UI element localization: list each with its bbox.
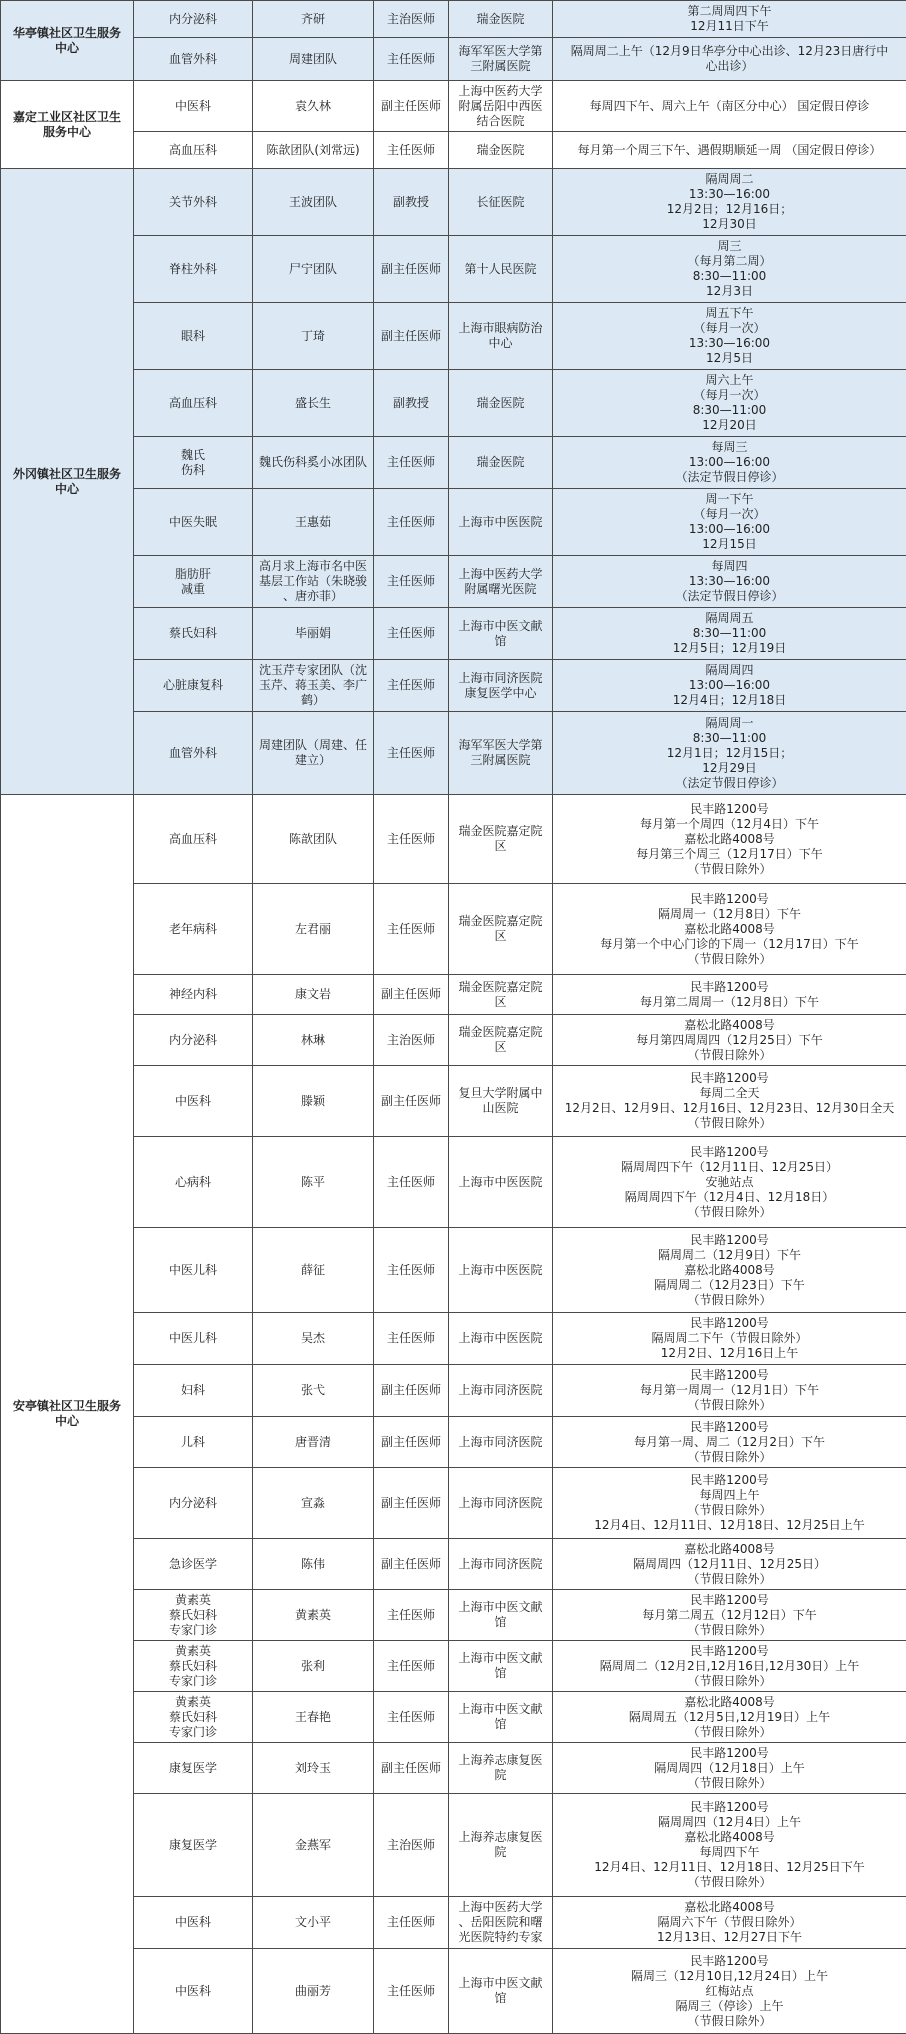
table-row — [1, 1, 906, 38]
department-cell: 脊柱外科 — [134, 236, 253, 303]
title-cell: 副教授 — [374, 169, 449, 236]
hospital-cell: 上海市中医医院 — [449, 489, 553, 556]
title-cell: 主任医师 — [374, 660, 449, 712]
doctor-cell: 金燕军 — [253, 1794, 374, 1897]
time-cell: 周三 （每月第二周） 8:30—11:00 12月3日 — [553, 236, 906, 303]
hospital-cell: 上海中医药大学 附属曙光医院 — [449, 556, 553, 608]
table-row — [1, 1228, 906, 1313]
time-cell: 民丰路1200号 每月第一个周四（12月4日）下午 嘉松北路4008号 每月第三个周三（12月17日）下午 （节假日除外） — [553, 795, 906, 884]
table-row — [1, 1417, 906, 1468]
department-cell: 内分泌科 — [134, 1015, 253, 1066]
table-row — [1, 370, 906, 437]
title-cell: 副主任医师 — [374, 1417, 449, 1468]
department-cell: 心病科 — [134, 1137, 253, 1228]
department-cell: 中医科 — [134, 1897, 253, 1949]
doctor-cell: 沈玉芹专家团队（沈 玉芹、蒋玉美、李广 鹤） — [253, 660, 374, 712]
doctor-cell: 盛长生 — [253, 370, 374, 437]
title-cell: 主任医师 — [374, 1692, 449, 1743]
table-row — [1, 1539, 906, 1590]
time-cell: 民丰路1200号 隔周三（12月10日,12月24日）上午 红梅站点 隔周三（停诊）上午 （节假日除外） — [553, 1949, 906, 2034]
table-row — [1, 1794, 906, 1897]
title-cell: 主任医师 — [374, 489, 449, 556]
time-cell: 每周四 13:30—16:00 （法定节假日停诊） — [553, 556, 906, 608]
hospital-cell: 上海市中医医院 — [449, 1313, 553, 1365]
time-cell: 隔周周一 8:30—11:00 12月1日；12月15日； 12月29日 （法定节假日停诊） — [553, 712, 906, 795]
doctor-cell: 陈平 — [253, 1137, 374, 1228]
schedule-body — [1, 1, 906, 2034]
doctor-cell: 周建团队 — [253, 38, 374, 81]
hospital-cell: 瑞金医院 — [449, 1, 553, 38]
hospital-cell: 上海市中医医院 — [449, 1228, 553, 1313]
title-cell: 主任医师 — [374, 1949, 449, 2034]
hospital-cell: 上海市中医文献 馆 — [449, 608, 553, 660]
time-cell: 嘉松北路4008号 隔周六下午（节假日除外） 12月13日、12月27日下午 — [553, 1897, 906, 1949]
hospital-cell: 瑞金医院 — [449, 132, 553, 169]
department-cell: 高血压科 — [134, 370, 253, 437]
table-row — [1, 1897, 906, 1949]
table-row — [1, 1313, 906, 1365]
table-row — [1, 975, 906, 1015]
department-cell: 心脏康复科 — [134, 660, 253, 712]
hospital-cell: 上海市中医文献 馆 — [449, 1590, 553, 1641]
department-cell: 康复医学 — [134, 1794, 253, 1897]
hospital-cell: 上海中医药大学 、岳阳医院和曙 光医院特约专家 — [449, 1897, 553, 1949]
doctor-cell: 曲丽芳 — [253, 1949, 374, 2034]
hospital-cell: 瑞金医院嘉定院 区 — [449, 1015, 553, 1066]
department-cell: 康复医学 — [134, 1743, 253, 1794]
table-row — [1, 1641, 906, 1692]
time-cell: 隔周周二上午（12月9日华亭分中心出诊、12月23日唐行中 心出诊） — [553, 38, 906, 81]
title-cell: 副主任医师 — [374, 81, 449, 132]
doctor-cell: 袁久林 — [253, 81, 374, 132]
title-cell: 主任医师 — [374, 437, 449, 489]
time-cell: 隔周周四 13:00—16:00 12月4日；12月18日 — [553, 660, 906, 712]
doctor-cell: 吴杰 — [253, 1313, 374, 1365]
doctor-cell: 陈歆团队(刘常远) — [253, 132, 374, 169]
table-row — [1, 1015, 906, 1066]
time-cell: 民丰路1200号 隔周周四（12月4日）上午 嘉松北路4008号 每周四下午 12月4日、12月11日、12月18日、12月25日下午 （节假日除外） — [553, 1794, 906, 1897]
doctor-cell: 康文岩 — [253, 975, 374, 1015]
department-cell: 内分泌科 — [134, 1, 253, 38]
table-row — [1, 1692, 906, 1743]
department-cell: 黄素英 蔡氏妇科 专家门诊 — [134, 1590, 253, 1641]
department-cell: 关节外科 — [134, 169, 253, 236]
table-row — [1, 1066, 906, 1137]
title-cell: 主任医师 — [374, 1137, 449, 1228]
hospital-cell: 上海市同济医院 — [449, 1365, 553, 1417]
title-cell: 副主任医师 — [374, 1539, 449, 1590]
title-cell: 主治医师 — [374, 1794, 449, 1897]
title-cell: 副主任医师 — [374, 1066, 449, 1137]
title-cell: 主任医师 — [374, 1897, 449, 1949]
time-cell: 嘉松北路4008号 隔周周四（12月11日、12月25日） （节假日除外） — [553, 1539, 906, 1590]
department-cell: 内分泌科 — [134, 1468, 253, 1539]
time-cell: 民丰路1200号 每月第二周周一（12月8日）下午 — [553, 975, 906, 1015]
doctor-cell: 王春艳 — [253, 1692, 374, 1743]
title-cell: 主治医师 — [374, 1, 449, 38]
doctor-cell: 滕颖 — [253, 1066, 374, 1137]
doctor-cell: 陈伟 — [253, 1539, 374, 1590]
hospital-cell: 瑞金医院嘉定院 区 — [449, 884, 553, 975]
hospital-cell: 瑞金医院 — [449, 370, 553, 437]
time-cell: 民丰路1200号 隔周周一（12月8日）下午 嘉松北路4008号 每月第一个中心门诊的下周一（12月17日）下午 （节假日除外） — [553, 884, 906, 975]
title-cell: 主任医师 — [374, 884, 449, 975]
doctor-cell: 王波团队 — [253, 169, 374, 236]
department-cell: 中医科 — [134, 1066, 253, 1137]
table-row — [1, 884, 906, 975]
title-cell: 主任医师 — [374, 795, 449, 884]
time-cell: 民丰路1200号 每周四上午 （节假日除外） 12月4日、12月11日、12月18日、12月25日上午 — [553, 1468, 906, 1539]
hospital-cell: 上海养志康复医 院 — [449, 1743, 553, 1794]
department-cell: 血管外科 — [134, 38, 253, 81]
hospital-cell: 海军军医大学第 三附属医院 — [449, 38, 553, 81]
time-cell: 隔周周二 13:30—16:00 12月2日；12月16日； 12月30日 — [553, 169, 906, 236]
hospital-cell: 第十人民医院 — [449, 236, 553, 303]
title-cell: 副主任医师 — [374, 975, 449, 1015]
doctor-cell: 刘玲玉 — [253, 1743, 374, 1794]
table-row — [1, 556, 906, 608]
hospital-cell: 上海市同济医院 — [449, 1417, 553, 1468]
doctor-cell: 唐晋清 — [253, 1417, 374, 1468]
department-cell: 血管外科 — [134, 712, 253, 795]
title-cell: 主任医师 — [374, 556, 449, 608]
title-cell: 副主任医师 — [374, 303, 449, 370]
department-cell: 中医科 — [134, 1949, 253, 2034]
table-row — [1, 303, 906, 370]
time-cell: 周一下午 （每月一次） 13:00—16:00 12月15日 — [553, 489, 906, 556]
title-cell: 副主任医师 — [374, 1365, 449, 1417]
title-cell: 副教授 — [374, 370, 449, 437]
department-cell: 中医儿科 — [134, 1228, 253, 1313]
hospital-cell: 上海市中医医院 — [449, 1137, 553, 1228]
table-row — [1, 169, 906, 236]
department-cell: 黄素英 蔡氏妇科 专家门诊 — [134, 1641, 253, 1692]
title-cell: 主任医师 — [374, 1590, 449, 1641]
time-cell: 民丰路1200号 隔周周二（12月2日,12月16日,12月30日）上午 （节假日除外） — [553, 1641, 906, 1692]
center-name-cell: 华亭镇社区卫生服务 中心 — [1, 1, 134, 81]
doctor-cell: 尸宁团队 — [253, 236, 374, 303]
center-name-cell: 嘉定工业区社区卫生 服务中心 — [1, 81, 134, 169]
table-row — [1, 1590, 906, 1641]
title-cell: 主任医师 — [374, 1228, 449, 1313]
hospital-cell: 上海市同济医院 康复医学中心 — [449, 660, 553, 712]
doctor-cell: 魏氏伤科奚小冰团队 — [253, 437, 374, 489]
department-cell: 蔡氏妇科 — [134, 608, 253, 660]
doctor-cell: 周建团队（周建、任 建立） — [253, 712, 374, 795]
time-cell: 民丰路1200号 隔周周二下午（节假日除外） 12月2日、12月16日上午 — [553, 1313, 906, 1365]
doctor-cell: 张利 — [253, 1641, 374, 1692]
department-cell: 老年病科 — [134, 884, 253, 975]
hospital-cell: 上海市中医文献 馆 — [449, 1692, 553, 1743]
hospital-cell: 瑞金医院 — [449, 437, 553, 489]
time-cell: 嘉松北路4008号 每月第四周周四（12月25日）下午 （节假日除外） — [553, 1015, 906, 1066]
time-cell: 民丰路1200号 隔周周二（12月9日）下午 嘉松北路4008号 隔周周二（12月23日）下午 （节假日除外） — [553, 1228, 906, 1313]
hospital-cell: 复旦大学附属中 山医院 — [449, 1066, 553, 1137]
department-cell: 神经内科 — [134, 975, 253, 1015]
doctor-cell: 王惠茹 — [253, 489, 374, 556]
department-cell: 魏氏 伤科 — [134, 437, 253, 489]
hospital-cell: 上海市眼病防治 中心 — [449, 303, 553, 370]
table-row — [1, 1468, 906, 1539]
doctor-cell: 薛征 — [253, 1228, 374, 1313]
time-cell: 每月第一个周三下午、遇假期顺延一周 （国定假日停诊） — [553, 132, 906, 169]
table-row — [1, 437, 906, 489]
title-cell: 主治医师 — [374, 1015, 449, 1066]
time-cell: 隔周周五 8:30—11:00 12月5日；12月19日 — [553, 608, 906, 660]
department-cell: 眼科 — [134, 303, 253, 370]
time-cell: 嘉松北路4008号 隔周周五（12月5日,12月19日）上午 （节假日除外） — [553, 1692, 906, 1743]
hospital-cell: 瑞金医院嘉定院 区 — [449, 795, 553, 884]
table-row — [1, 38, 906, 81]
department-cell: 中医科 — [134, 81, 253, 132]
department-cell: 中医儿科 — [134, 1313, 253, 1365]
hospital-cell: 上海市中医文献 馆 — [449, 1949, 553, 2034]
table-row — [1, 236, 906, 303]
doctor-cell: 文小平 — [253, 1897, 374, 1949]
hospital-cell: 上海养志康复医 院 — [449, 1794, 553, 1897]
title-cell: 副主任医师 — [374, 1468, 449, 1539]
title-cell: 主任医师 — [374, 712, 449, 795]
time-cell: 民丰路1200号 每月第二周五（12月12日）下午 （节假日除外） — [553, 1590, 906, 1641]
table-row — [1, 608, 906, 660]
time-cell: 周五下午 （每月一次） 13:30—16:00 12月5日 — [553, 303, 906, 370]
doctor-cell: 林琳 — [253, 1015, 374, 1066]
title-cell: 副主任医师 — [374, 1743, 449, 1794]
doctor-cell: 陈歆团队 — [253, 795, 374, 884]
table-row — [1, 712, 906, 795]
table-row — [1, 1743, 906, 1794]
department-cell: 儿科 — [134, 1417, 253, 1468]
time-cell: 民丰路1200号 隔周周四（12月18日）上午 （节假日除外） — [553, 1743, 906, 1794]
table-row — [1, 660, 906, 712]
table-row — [1, 489, 906, 556]
table-row — [1, 132, 906, 169]
hospital-cell: 瑞金医院嘉定院 区 — [449, 975, 553, 1015]
time-cell: 每周三 13:00—16:00 （法定节假日停诊） — [553, 437, 906, 489]
time-cell: 民丰路1200号 每周二全天 12月2日、12月9日、12月16日、12月23日、12月30日全天 （节假日除外） — [553, 1066, 906, 1137]
department-cell: 黄素英 蔡氏妇科 专家门诊 — [134, 1692, 253, 1743]
table-row — [1, 1949, 906, 2034]
title-cell: 主任医师 — [374, 38, 449, 81]
table-row — [1, 81, 906, 132]
department-cell: 中医失眠 — [134, 489, 253, 556]
department-cell: 脂肪肝 减重 — [134, 556, 253, 608]
title-cell: 副主任医师 — [374, 236, 449, 303]
doctor-cell: 宣淼 — [253, 1468, 374, 1539]
hospital-cell: 上海市中医文献 馆 — [449, 1641, 553, 1692]
department-cell: 急诊医学 — [134, 1539, 253, 1590]
table-row — [1, 1137, 906, 1228]
doctor-cell: 丁琦 — [253, 303, 374, 370]
table-row — [1, 795, 906, 884]
time-cell: 民丰路1200号 每月第一周、周二（12月2日）下午 （节假日除外） — [553, 1417, 906, 1468]
doctor-cell: 毕丽娟 — [253, 608, 374, 660]
department-cell: 高血压科 — [134, 795, 253, 884]
center-name-cell: 外冈镇社区卫生服务 中心 — [1, 169, 134, 795]
hospital-cell: 上海市同济医院 — [449, 1468, 553, 1539]
hospital-cell: 上海市同济医院 — [449, 1539, 553, 1590]
title-cell: 主任医师 — [374, 1641, 449, 1692]
title-cell: 主任医师 — [374, 1313, 449, 1365]
hospital-cell: 长征医院 — [449, 169, 553, 236]
doctor-cell: 齐研 — [253, 1, 374, 38]
doctor-cell: 高月求上海市名中医 基层工作站（朱晓骏 、唐亦菲） — [253, 556, 374, 608]
doctor-cell: 黄素英 — [253, 1590, 374, 1641]
hospital-cell: 上海中医药大学 附属岳阳中西医 结合医院 — [449, 81, 553, 132]
department-cell: 高血压科 — [134, 132, 253, 169]
hospital-cell: 海军军医大学第 三附属医院 — [449, 712, 553, 795]
title-cell: 主任医师 — [374, 132, 449, 169]
table-row — [1, 1365, 906, 1417]
doctor-cell: 张弋 — [253, 1365, 374, 1417]
time-cell: 民丰路1200号 每月第一周周一（12月1日）下午 （节假日除外） — [553, 1365, 906, 1417]
department-cell: 妇科 — [134, 1365, 253, 1417]
time-cell: 每周四下午、周六上午（南区分中心） 国定假日停诊 — [553, 81, 906, 132]
time-cell: 周六上午 （每月一次） 8:30—11:00 12月20日 — [553, 370, 906, 437]
time-cell: 第二周周四下午 12月11日下午 — [553, 1, 906, 38]
title-cell: 主任医师 — [374, 608, 449, 660]
time-cell: 民丰路1200号 隔周周四下午（12月11日、12月25日） 安驰站点 隔周周四下午（12月4日、12月18日） （节假日除外） — [553, 1137, 906, 1228]
center-name-cell: 安亭镇社区卫生服务 中心 — [1, 795, 134, 2034]
doctor-cell: 左君丽 — [253, 884, 374, 975]
